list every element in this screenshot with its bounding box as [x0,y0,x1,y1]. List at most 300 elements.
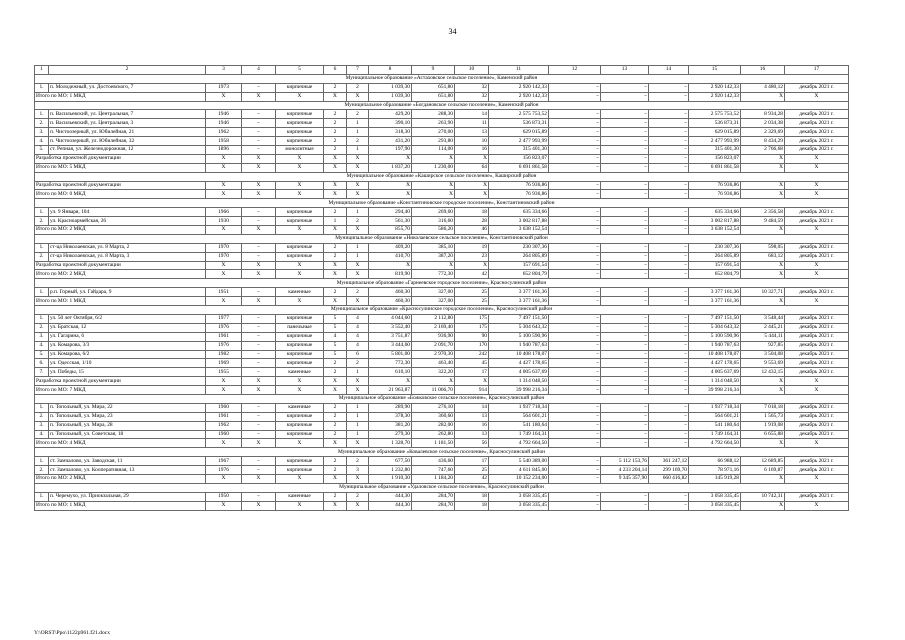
column-number-cell: 13 [601,66,649,75]
table-cell: X [206,439,242,448]
table-cell: – [649,146,689,155]
table-cell: ул. Гагарина, 6 [49,332,206,341]
table-cell: ул. Комарова, 6/2 [49,350,206,359]
table-cell: 677,50 [369,457,412,466]
table-cell: 288,30 [412,110,455,119]
table-cell: – [601,226,649,235]
table-cell: 2 091,70 [412,341,455,350]
table-cell: 3 377 161,36 [689,288,741,297]
table-cell: 25 [455,288,489,297]
section-title: Муниципальное образование «Николаевское сельское поселение», Константиновский район [35,234,849,243]
table-cell: 2 [324,83,347,92]
table-cell: – [649,163,689,172]
table-cell: X [324,226,347,235]
table-cell: 1 910,30 [369,474,412,483]
table-cell: X [276,377,324,386]
table-cell: 1976 [206,466,242,475]
table-cell: X [785,190,849,199]
table-cell: X [276,439,324,448]
table-cell: X [276,474,324,483]
table-cell: 18 [455,501,489,510]
table-cell: 1 937 718,34 [689,403,741,412]
table-cell: 1 [324,217,347,226]
table-cell: – [601,137,649,146]
column-number-cell: 12 [549,66,601,75]
table-cell: 2 [347,457,369,466]
table-cell: 4 044,60 [369,314,412,323]
table-cell: – [601,163,649,172]
table-cell: 2 [324,252,347,261]
table-cell: 1896 [206,146,242,155]
column-number-cell: 8 [369,66,412,75]
table-cell: 4. [35,430,49,439]
table-cell: 32 [455,92,489,101]
table-cell: – [549,146,601,155]
table-cell: – [649,119,689,128]
table-cell: 5. [35,146,49,155]
table-cell: 2 [324,146,347,155]
table-cell: кирпичные [276,341,324,350]
design-docs-row [35,377,849,386]
table-cell: X [242,386,276,395]
table-cell: 2 [324,359,347,368]
table-cell: X [369,377,412,386]
table-cell: 9 484,59 [741,217,785,226]
table-cell: – [242,359,276,368]
table-cell: 635 334,66 [489,208,549,217]
table-cell: X [741,163,785,172]
table-cell: – [549,341,601,350]
table-cell: X [242,92,276,101]
table-cell: 1. [35,288,49,297]
table-cell: кирпичные [276,137,324,146]
table-cell: 289,90 [369,403,412,412]
table-cell: 1. [35,243,49,252]
section-title: Муниципальное образование «Красносулинское городское поселение», Красносулинский район [35,306,849,315]
table-cell: – [649,323,689,332]
capital-repair-register-table [34,65,849,511]
table-cell: 5 304 643,32 [689,323,741,332]
table-cell: п. Васильевский, ул. Центральная, 3 [49,119,206,128]
table-cell: 2 [324,368,347,377]
table-cell: 3 552,40 [369,323,412,332]
table-cell: 541 180,64 [689,421,741,430]
table-cell: X [347,190,369,199]
table-cell: X [347,297,369,306]
table-cell: 1. [35,110,49,119]
table-cell: – [549,421,601,430]
table-cell: кирпичные [276,252,324,261]
table-cell: – [242,350,276,359]
table-cell: – [242,368,276,377]
table-cell: 76 936,86 [689,190,741,199]
table-cell: – [242,208,276,217]
table-cell: 270,00 [412,128,455,137]
table-cell: 2 477 993,99 [489,137,549,146]
column-number-cell: 15 [689,66,741,75]
table-cell: – [549,439,601,448]
table-cell: 378,30 [369,412,412,421]
table-cell: 1. [35,492,49,501]
table-cell: X [276,92,324,101]
table-cell: – [601,190,649,199]
table-cell: 2 766,68 [741,146,785,155]
table-cell: каменные [276,368,324,377]
table-cell: 2 920 142,33 [489,92,549,101]
table-cell: 19 [455,243,489,252]
municipality-section-row [35,306,849,315]
table-cell: – [549,332,601,341]
table-cell: 444,30 [369,501,412,510]
table-cell: X [324,154,347,163]
table-cell: кирпичные [276,243,324,252]
building-row [35,323,849,332]
table-cell: X [324,377,347,386]
table-cell: 5 444,11 [741,332,785,341]
municipality-section-row [35,172,849,181]
table-cell: 3. [35,421,49,430]
table-cell: 5 100 590,96 [489,332,549,341]
table-cell: – [649,430,689,439]
table-cell: 6. [35,359,49,368]
table-cell: 78 971,16 [689,466,741,475]
table-cell: 2. [35,412,49,421]
table-cell: 409,20 [369,243,412,252]
table-cell: 1 039,30 [369,92,412,101]
table-cell: X [785,261,849,270]
table-cell: 263,90 [412,119,455,128]
municipality-section-row [35,394,849,403]
table-cell: 683,12 [741,252,785,261]
design-docs-row [35,181,849,190]
table-cell: – [601,297,649,306]
table-cell: X [242,501,276,510]
table-cell: – [649,110,689,119]
table-cell: X [324,386,347,395]
column-number-cell: 1 [35,66,49,75]
table-cell: X [276,154,324,163]
table-cell: 436,60 [412,457,455,466]
subtotal-label: Итого по МО: 4 МКД [35,439,206,448]
table-cell: X [785,92,849,101]
subtotal-row [35,190,849,199]
table-cell: 3 058 335,45 [489,492,549,501]
table-cell: 28 [455,217,489,226]
subtotal-label: Итого по МО: 2 МКД [35,474,206,483]
table-cell: 262,80 [412,430,455,439]
table-cell: 145 919,28 [689,474,741,483]
table-cell: 1 181,50 [412,439,455,448]
table-cell: X [242,181,276,190]
table-cell: 2 [324,466,347,475]
table-cell: 586,20 [412,226,455,235]
table-cell: 315 401,30 [689,146,741,155]
table-cell: X [276,163,324,172]
table-cell: – [549,252,601,261]
table-cell: 2 [347,288,369,297]
table-cell: 598,05 [741,243,785,252]
building-row [35,332,849,341]
table-cell: X [347,226,369,235]
table-cell: 772,30 [369,359,412,368]
table-cell: X [324,501,347,510]
table-cell: 2 [347,83,369,92]
table-cell: X [347,92,369,101]
table-cell: – [549,474,601,483]
table-cell: 11 066,70 [412,386,455,395]
building-row [35,421,849,430]
table-cell: – [242,430,276,439]
table-cell: – [549,430,601,439]
table-cell: 2 920 142,33 [489,83,549,92]
table-cell: 2 [324,137,347,146]
table-cell: X [242,163,276,172]
table-cell: декабрь 2021 г. [785,457,849,466]
table-cell: кирпичные [276,359,324,368]
table-cell: X [347,270,369,279]
table-cell: 1 749 164,31 [689,430,741,439]
table-cell: X [276,181,324,190]
table-cell: 1 937 718,34 [489,403,549,412]
table-cell: 1 [347,368,369,377]
table-cell: ст. Репная, ул. Железнодорожная, 12 [49,146,206,155]
section-title: Муниципальное образование «Ковалевское сельское поселение», Красносулинский район [35,448,849,457]
table-cell: 327,00 [412,288,455,297]
table-cell: X [785,181,849,190]
table-cell: 3 002 817,88 [689,217,741,226]
table-cell: 3 444,60 [369,341,412,350]
table-cell: 2 575 753,52 [689,110,741,119]
table-cell: X [324,439,347,448]
table-cell: декабрь 2021 г. [785,288,849,297]
table-cell: X [785,386,849,395]
table-cell: – [601,403,649,412]
table-cell: 6 691 861,58 [689,163,741,172]
table-cell: 561,30 [369,217,412,226]
table-cell: 39 998 216,34 [489,386,549,395]
table-cell: – [242,492,276,501]
table-cell: 3 002 817,88 [489,217,549,226]
table-cell: 284,70 [412,492,455,501]
table-cell: 16 [455,146,489,155]
table-cell: 4 005 637,69 [489,368,549,377]
table-cell: 1 [347,252,369,261]
table-cell: 5 [324,350,347,359]
table-cell: – [242,252,276,261]
building-row [35,412,849,421]
section-title: Муниципальное образование «Богдановское сельское поселение», Каменский район [35,101,849,110]
table-cell: 1 749 164,31 [489,430,549,439]
table-cell: 2 [324,412,347,421]
section-title: Муниципальное образование «Константиновское городское поселение», Константиновский район [35,199,849,208]
table-cell: 14 [455,110,489,119]
table-cell: 3. [35,128,49,137]
table-cell: 3 058 335,45 [489,501,549,510]
table-cell: 76 936,86 [689,181,741,190]
table-cell: 2 329,69 [741,128,785,137]
table-cell: 652 804,79 [689,270,741,279]
table-cell: – [601,208,649,217]
table-cell: 5 801,00 [369,350,412,359]
table-cell: – [649,252,689,261]
table-cell: X [347,154,369,163]
table-cell: 4 611 845,00 [489,466,549,475]
table-cell: X [741,270,785,279]
table-cell: 2 445,21 [741,323,785,332]
table-cell: 460,30 [369,288,412,297]
table-cell: 12 689,85 [741,457,785,466]
table-cell: X [347,377,369,386]
table-cell: 282,00 [412,421,455,430]
subtotal-row [35,386,849,395]
building-row [35,457,849,466]
table-cell: X [206,261,242,270]
table-cell: – [649,439,689,448]
table-cell: 1 [347,403,369,412]
table-cell: X [455,181,489,190]
table-cell: 772,30 [412,270,455,279]
subtotal-label: Итого по МО: 2 МКД [35,226,206,235]
building-row [35,208,849,217]
table-cell: X [276,270,324,279]
table-cell: 9 553,69 [741,359,785,368]
table-cell: – [601,439,649,448]
table-cell: 7. [35,368,49,377]
table-cell: X [324,190,347,199]
table-cell: – [242,243,276,252]
table-cell: 361 247,12 [649,457,689,466]
table-cell: 1 565,73 [741,412,785,421]
table-cell: 1966 [206,208,242,217]
table-cell: X [741,501,785,510]
table-cell: – [601,412,649,421]
building-row [35,243,849,252]
table-cell: 3. [35,332,49,341]
table-cell: – [601,252,649,261]
table-cell: 1960 [206,403,242,412]
section-title: Муниципальное образование «Каширское сельское поселение», Каширский район [35,172,849,181]
column-number-cell: 2 [49,66,206,75]
table-cell: – [601,83,649,92]
table-cell: – [549,83,601,92]
table-cell: 64 [455,163,489,172]
table-cell: 14 [455,403,489,412]
table-cell: 276,10 [412,403,455,412]
table-cell: – [549,226,601,235]
table-cell: кирпичные [276,83,324,92]
table-cell: 1955 [206,368,242,377]
table-cell: 42 [455,270,489,279]
table-cell: каменные [276,492,324,501]
table-cell: 4 [347,323,369,332]
table-cell: – [601,386,649,395]
table-cell: 5. [35,350,49,359]
column-number-cell: 3 [206,66,242,75]
table-cell: п. Черемухо, ул. Приокзальная, 29 [49,492,206,501]
table-cell: X [324,270,347,279]
table-cell: – [549,457,601,466]
table-cell: – [549,323,601,332]
table-cell: – [549,181,601,190]
column-number-cell: 4 [242,66,276,75]
table-cell: – [549,466,601,475]
table-cell: 156 823,07 [689,154,741,163]
table-cell: ул. Красноармейская, 26 [49,217,206,226]
table-cell: 21 963,87 [369,386,412,395]
table-cell: декабрь 2021 г. [785,430,849,439]
table-cell: 1962 [206,128,242,137]
table-cell: кирпичные [276,110,324,119]
building-row [35,119,849,128]
table-cell: 1 [347,128,369,137]
table-cell: 1 039,30 [369,83,412,92]
table-cell: – [649,226,689,235]
table-cell: 18 [455,208,489,217]
table-cell: декабрь 2021 г. [785,421,849,430]
table-cell: X [242,226,276,235]
building-row [35,314,849,323]
table-cell: 410,70 [369,252,412,261]
table-cell: кирпичные [276,350,324,359]
table-cell: – [549,243,601,252]
table-cell: декабрь 2021 г. [785,332,849,341]
subtotal-row [35,226,849,235]
table-cell: X [785,270,849,279]
table-cell: – [601,492,649,501]
subtotal-row [35,92,849,101]
table-cell: – [242,341,276,350]
table-cell: 2 [324,421,347,430]
table-cell: 23 [455,252,489,261]
table-cell: – [242,421,276,430]
table-cell: 2 112,80 [412,314,455,323]
table-cell: 1 [347,119,369,128]
table-cell: X [785,474,849,483]
table-cell: 2. [35,466,49,475]
table-cell: кирпичные [276,430,324,439]
table-cell: – [242,403,276,412]
table-cell: – [601,128,649,137]
table-cell: X [741,377,785,386]
table-cell: 2. [35,119,49,128]
table-cell: – [549,137,601,146]
table-cell: 13 [455,430,489,439]
table-cell: 16 [455,421,489,430]
table-cell: X [276,261,324,270]
table-cell: X [324,474,347,483]
table-cell: – [549,359,601,368]
table-cell: 4 [324,332,347,341]
table-cell: 7 497 151,50 [689,314,741,323]
table-cell: 381,20 [369,421,412,430]
table-cell: – [549,350,601,359]
design-docs-row [35,154,849,163]
table-cell: 564 601,21 [489,412,549,421]
table-cell: – [649,297,689,306]
table-cell: 318,30 [369,128,412,137]
table-cell: 936,90 [412,332,455,341]
table-cell: 564 601,21 [689,412,741,421]
table-cell: ст. Замчалово, ул. Заводская, 11 [49,457,206,466]
table-cell: 25 [455,466,489,475]
table-cell: X [347,501,369,510]
table-cell: 914 [455,386,489,395]
document-file-path: Y:\ORST\Ppo\1122p961.f21.docx [34,630,111,636]
table-cell: – [242,457,276,466]
table-cell: 4 [347,332,369,341]
table-cell: X [741,181,785,190]
subtotal-label: Итого по МО: 0 МКД [35,190,206,199]
